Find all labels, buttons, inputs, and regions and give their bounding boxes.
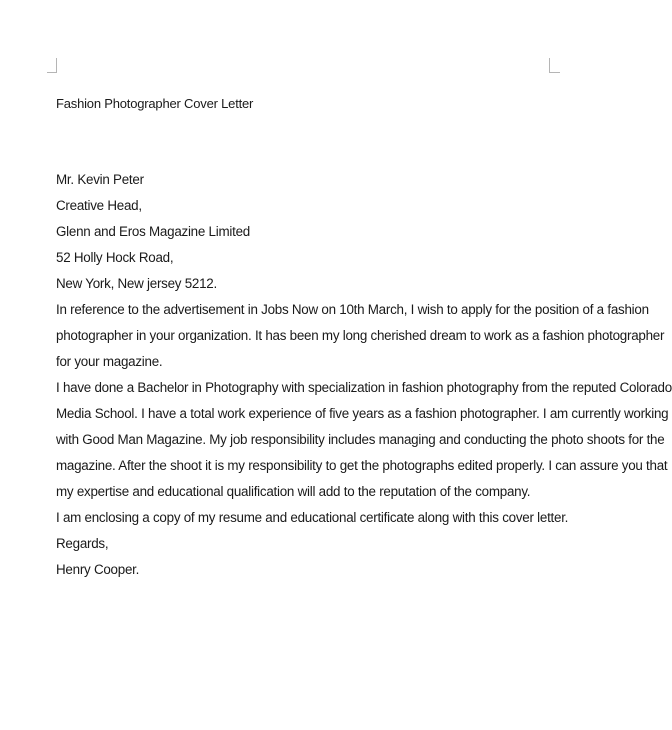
paragraph-line: photographer in your organization. It has been my long cherished dream to work as a fashion photographer (56, 328, 665, 343)
paragraph-line: with Good Man Magazine. My job responsibility includes managing and conducting the photo shoots for the (56, 432, 665, 447)
margin-corner-mark (47, 58, 57, 73)
closing-salutation: Regards, (56, 536, 109, 551)
paragraph-line: I am enclosing a copy of my resume and educational certificate along with this cover letter. (56, 510, 569, 525)
sender-name: Henry Cooper. (56, 562, 140, 577)
paragraph-line: my expertise and educational qualification will add to the reputation of the company. (56, 484, 531, 499)
paragraph-line: for your magazine. (56, 354, 163, 369)
margin-corner-mark (549, 58, 560, 73)
letter-body[interactable] (56, 167, 672, 583)
recipient-city: New York, New jersey 5212. (56, 276, 217, 291)
document-title: Fashion Photographer Cover Letter (56, 96, 254, 111)
paragraph-line: Media School. I have a total work experience of five years as a fashion photographer. I am currently working (56, 406, 669, 421)
recipient-title: Creative Head, (56, 198, 142, 213)
paragraph-line: magazine. After the shoot it is my responsibility to get the photographs edited properly. I can assure you that (56, 458, 668, 473)
paragraph-line: In reference to the advertisement in Jobs Now on 10th March, I wish to apply for the position of a fashion (56, 302, 649, 317)
recipient-name: Mr. Kevin Peter (56, 172, 144, 187)
paragraph-line: I have done a Bachelor in Photography with specialization in fashion photography from the reputed Colorado (56, 380, 672, 395)
recipient-company: Glenn and Eros Magazine Limited (56, 224, 250, 239)
recipient-street: 52 Holly Hock Road, (56, 250, 174, 265)
